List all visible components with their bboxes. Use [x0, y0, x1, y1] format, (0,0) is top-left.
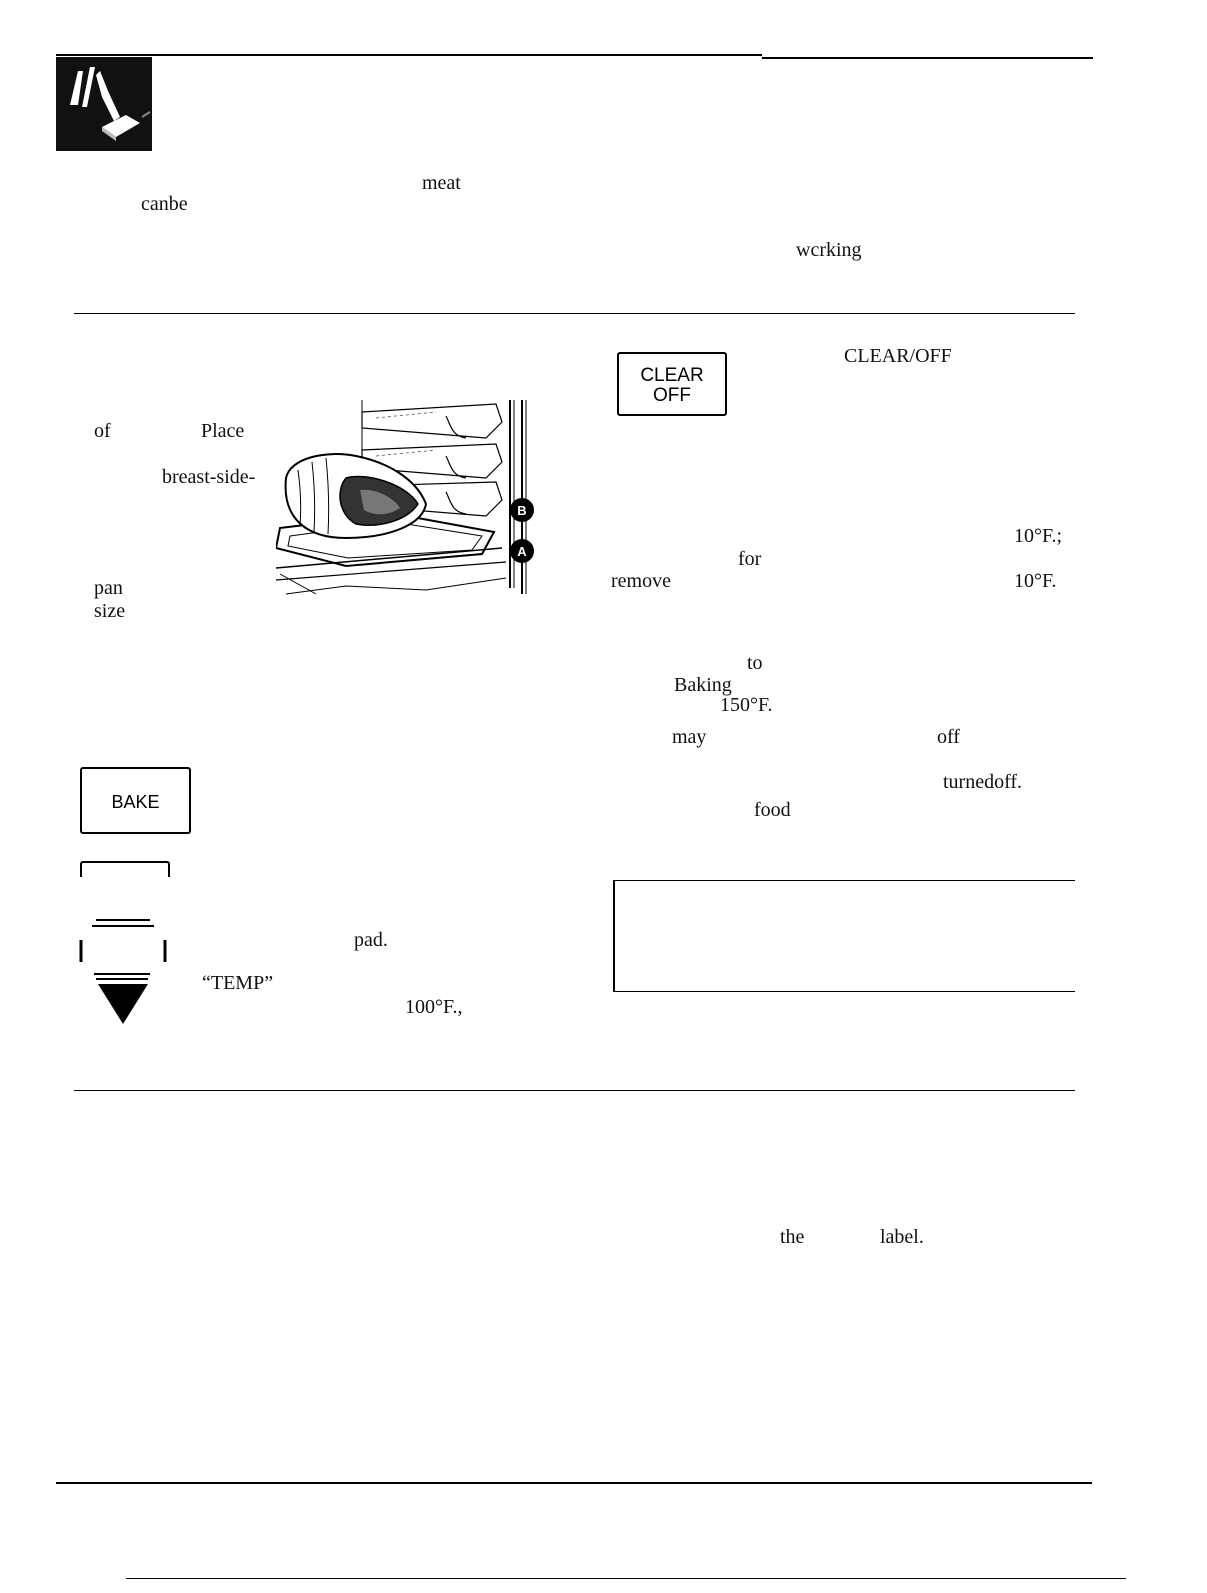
right-word-may: may: [672, 726, 707, 748]
temp-arrow-pad[interactable]: [78, 912, 178, 1024]
left-word-size: size: [94, 600, 126, 622]
right-word-10f-a: 10°F.;: [1014, 525, 1063, 547]
footer-rule-bottom: [126, 1578, 1126, 1579]
intro-word-canbe: canbe: [141, 193, 188, 215]
right-word-baking: Baking: [674, 674, 732, 696]
bake-pad[interactable]: [80, 767, 191, 834]
left-word-temp: “TEMP”: [202, 972, 274, 994]
right-word-for: for: [738, 548, 762, 570]
right-word-to: to: [747, 652, 763, 674]
header-rule-left: [56, 54, 762, 56]
left-word-of: of: [94, 420, 111, 442]
clear-pad-line2: OFF: [653, 385, 691, 406]
oven-rack-illustration: [276, 398, 538, 598]
right-word-turnedoff: turnedoff.: [943, 771, 1023, 793]
header-rule-right: [762, 57, 1093, 59]
intro-word-meat: meat: [422, 172, 461, 194]
clear-pad-line1: CLEAR: [640, 365, 704, 386]
bottom-word-label: label.: [880, 1226, 924, 1248]
partial-pad-top: [80, 861, 170, 877]
right-word-10f-b: 10°F.: [1014, 570, 1057, 592]
left-word-place: Place: [201, 420, 245, 442]
clear-off-pad[interactable]: [617, 352, 727, 416]
note-box: [613, 880, 1075, 992]
rack-label-a: A: [517, 544, 527, 559]
right-word-remove: remove: [611, 570, 671, 592]
left-word-breast-side: breast-side-: [162, 466, 256, 488]
right-word-food: food: [754, 799, 791, 821]
down-arrow-icon: [98, 984, 148, 1024]
bake-pad-label: BAKE: [111, 792, 160, 812]
rack-label-b: B: [517, 503, 527, 518]
right-word-150f: 150°F.: [720, 694, 773, 716]
left-word-pad: pad.: [354, 929, 388, 951]
section-rule-middle: [74, 1090, 1075, 1091]
right-word-off: off: [937, 726, 960, 748]
footer-rule: [56, 1482, 1092, 1484]
bottom-word-the: the: [780, 1226, 805, 1248]
left-word-100f: 100°F.,: [405, 996, 463, 1018]
right-word-clearoff: CLEAR/OFF: [844, 345, 952, 367]
left-word-pan: pan: [94, 577, 123, 599]
section-rule-top: [74, 313, 1075, 314]
intro-word-working: wcrking: [796, 239, 862, 261]
hand-pressing-pad-icon: [56, 57, 152, 151]
